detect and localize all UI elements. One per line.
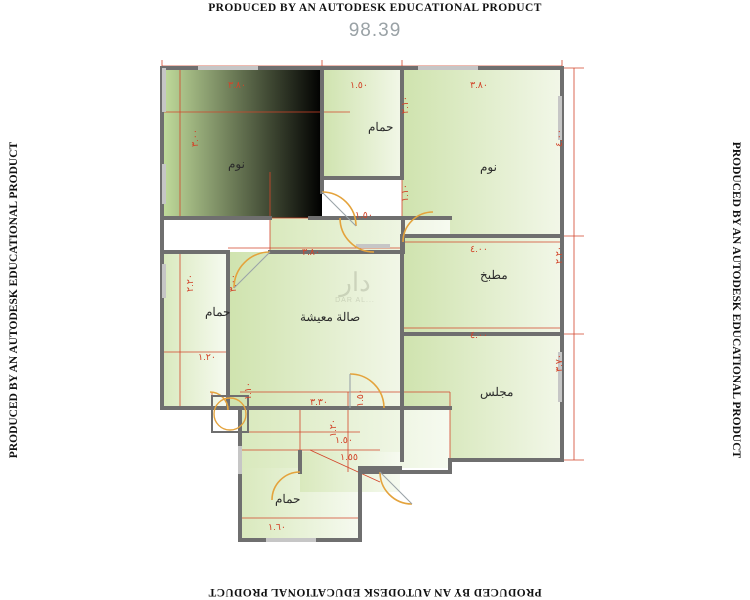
dim-hall-w2: ١.٥٥: [340, 452, 358, 463]
dim-bath-top-v: ٢.١٠: [400, 96, 411, 114]
studio-logo-arabic: دار: [339, 267, 371, 297]
dim-corridor-v: ١.١٠: [400, 184, 411, 202]
room-bedroom-top-left: نوم: [228, 157, 245, 171]
room-bath-bottom: حمام: [275, 492, 301, 506]
dim-majlis-top: ٤.٠٠: [470, 330, 488, 341]
room-bath-top: حمام: [368, 120, 394, 134]
room-living: صالة معيشة: [300, 310, 361, 324]
room-majlis: مجلس: [480, 385, 514, 399]
watermark-left: PRODUCED BY AN AUTODESK EDUCATIONAL PRODUCT: [8, 141, 20, 459]
dim-living-top: ٣.٨٠: [302, 247, 320, 258]
dim-top-mid: ١.٥٠: [350, 80, 368, 91]
watermark-top: PRODUCED BY AN AUTODESK EDUCATIONAL PRODUCT: [208, 2, 542, 14]
dim-entry-v: ١.١٠: [243, 382, 254, 400]
dim-living-left-v: ٣.٠٠: [228, 274, 239, 292]
studio-logo-sub: DAR AL...: [335, 297, 375, 304]
dim-top-left: ٣.٨٠: [228, 80, 246, 91]
dim-bedroom-right-v: ٤.٠٠: [554, 129, 565, 147]
watermark-right: PRODUCED BY AN AUTODESK EDUCATIONAL PRODUCT: [730, 141, 742, 459]
dim-bath-left-v: ٢.٢٠: [185, 274, 196, 292]
room-bath-left: حمام: [205, 305, 231, 319]
dim-bath-left-w: ١.٢٠: [198, 352, 216, 363]
dim-kitchen-top: ٤.٠٠: [470, 244, 488, 255]
floor-plan: [150, 52, 600, 552]
dim-bath-bottom: ١.٦٠: [268, 522, 286, 533]
dim-kitchen-v: ٢.٢٠: [554, 246, 565, 264]
dim-hall-w: ١.٥٠: [335, 435, 353, 446]
dim-majlis-v: ٣.٧٠: [554, 354, 565, 372]
watermark-bottom: PRODUCED BY AN AUTODESK EDUCATIONAL PRODUCT: [208, 586, 542, 598]
dim-hall-v2: ١.٢٠: [328, 419, 339, 437]
dim-top-right: ٣.٨٠: [470, 80, 488, 91]
dim-hall-small: ١.٥٠: [355, 389, 366, 407]
dim-corridor: ١.٥٠: [355, 210, 373, 221]
plan-area-label: 98.39: [348, 20, 402, 41]
room-kitchen: مطبخ: [480, 268, 508, 282]
dim-bedroom-left-v: ٣.٠٠: [190, 129, 201, 147]
room-bedroom-top-right: نوم: [480, 160, 497, 174]
dim-lower-left: ٣.٣٠: [310, 397, 328, 408]
